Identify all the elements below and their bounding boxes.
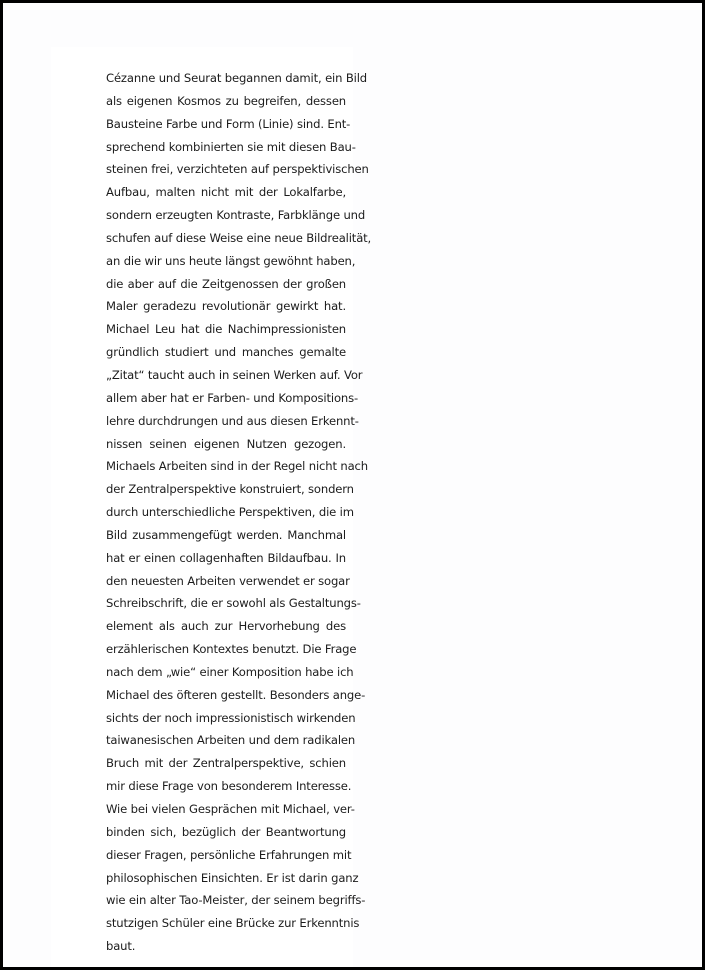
text-line: dieser Fragen, persönliche Erfahrungen mit bbox=[106, 847, 352, 862]
text-line: an die wir uns heute längst gewöhnt haben, bbox=[106, 253, 356, 268]
text-line: die aber auf die Zeitgenossen der großen bbox=[106, 276, 346, 291]
text-line: binden sich, bezüglich der Beantwortung bbox=[106, 824, 346, 839]
text-line: lehre durchdrungen und aus diesen Erkennt- bbox=[106, 413, 359, 428]
text-line: steinen frei, verzichteten auf perspektivischen bbox=[106, 162, 369, 177]
text-line: allem aber hat er Farben- und Kompositions- bbox=[106, 390, 359, 405]
text-line: Bausteine Farbe und Form (Linie) sind. Ent- bbox=[106, 116, 351, 131]
text-line: sondern erzeugten Kontraste, Farbklänge und bbox=[106, 208, 366, 223]
body-text bbox=[106, 67, 372, 958]
text-line: nissen seinen eigenen Nutzen gezogen. bbox=[106, 436, 346, 451]
text-line: Bruch mit der Zentralperspektive, schien bbox=[106, 756, 346, 771]
text-line: hat er einen collagenhaften Bildaufbau. In bbox=[106, 550, 346, 565]
text-line: Schreibschrift, die er sowohl als Gestaltungs- bbox=[106, 596, 361, 611]
text-line: mir diese Frage von besonderem Interesse. bbox=[106, 779, 352, 794]
text-line: Michael Leu hat die Nachimpressionisten bbox=[106, 322, 346, 337]
text-line: stutzigen Schüler eine Brücke zur Erkenntnis bbox=[106, 916, 360, 931]
text-line: gründlich studiert und manches gemalte bbox=[106, 345, 346, 360]
text-line: der Zentralperspektive konstruiert, sondern bbox=[106, 482, 354, 497]
text-line: als eigenen Kosmos zu begreifen, dessen bbox=[106, 93, 346, 108]
text-line: schufen auf diese Weise eine neue Bildrealität, bbox=[106, 230, 372, 245]
text-line: erzählerischen Kontextes benutzt. Die Frage bbox=[106, 642, 357, 657]
text-line: sichts der noch impressionistisch wirkenden bbox=[106, 710, 356, 725]
text-line: Maler geradezu revolutionär gewirkt hat. bbox=[106, 299, 346, 314]
text-line: nach dem „wie“ einer Komposition habe ich bbox=[106, 664, 354, 679]
text-line: sprechend kombinierten sie mit diesen Bau- bbox=[106, 139, 356, 154]
text-line: den neuesten Arbeiten verwendet er sogar bbox=[106, 573, 350, 588]
text-line: element als auch zur Hervorhebung des bbox=[106, 619, 346, 634]
text-line: baut. bbox=[106, 939, 136, 954]
text-line: Michaels Arbeiten sind in der Regel nicht nach bbox=[106, 459, 368, 474]
text-line: Michael des öfteren gestellt. Besonders ange- bbox=[106, 687, 366, 702]
text-line: taiwanesischen Arbeiten und dem radikalen bbox=[106, 733, 356, 748]
text-line: Cézanne und Seurat begannen damit, ein Bild bbox=[106, 71, 368, 85]
text-line: wie ein alter Tao-Meister, der seinem begriffs- bbox=[106, 893, 366, 908]
text-line: Aufbau, malten nicht mit der Lokalfarbe, bbox=[106, 185, 346, 200]
text-line: „Zitat“ taucht auch in seinen Werken auf. Vor bbox=[106, 367, 363, 382]
text-line: Bild zusammengefügt werden. Manchmal bbox=[106, 527, 346, 542]
text-line: philosophischen Einsichten. Er ist darin ganz bbox=[106, 870, 359, 885]
text-line: durch unterschiedliche Perspektiven, die im bbox=[106, 505, 354, 520]
text-line: Wie bei vielen Gesprächen mit Michael, ver- bbox=[106, 802, 355, 816]
